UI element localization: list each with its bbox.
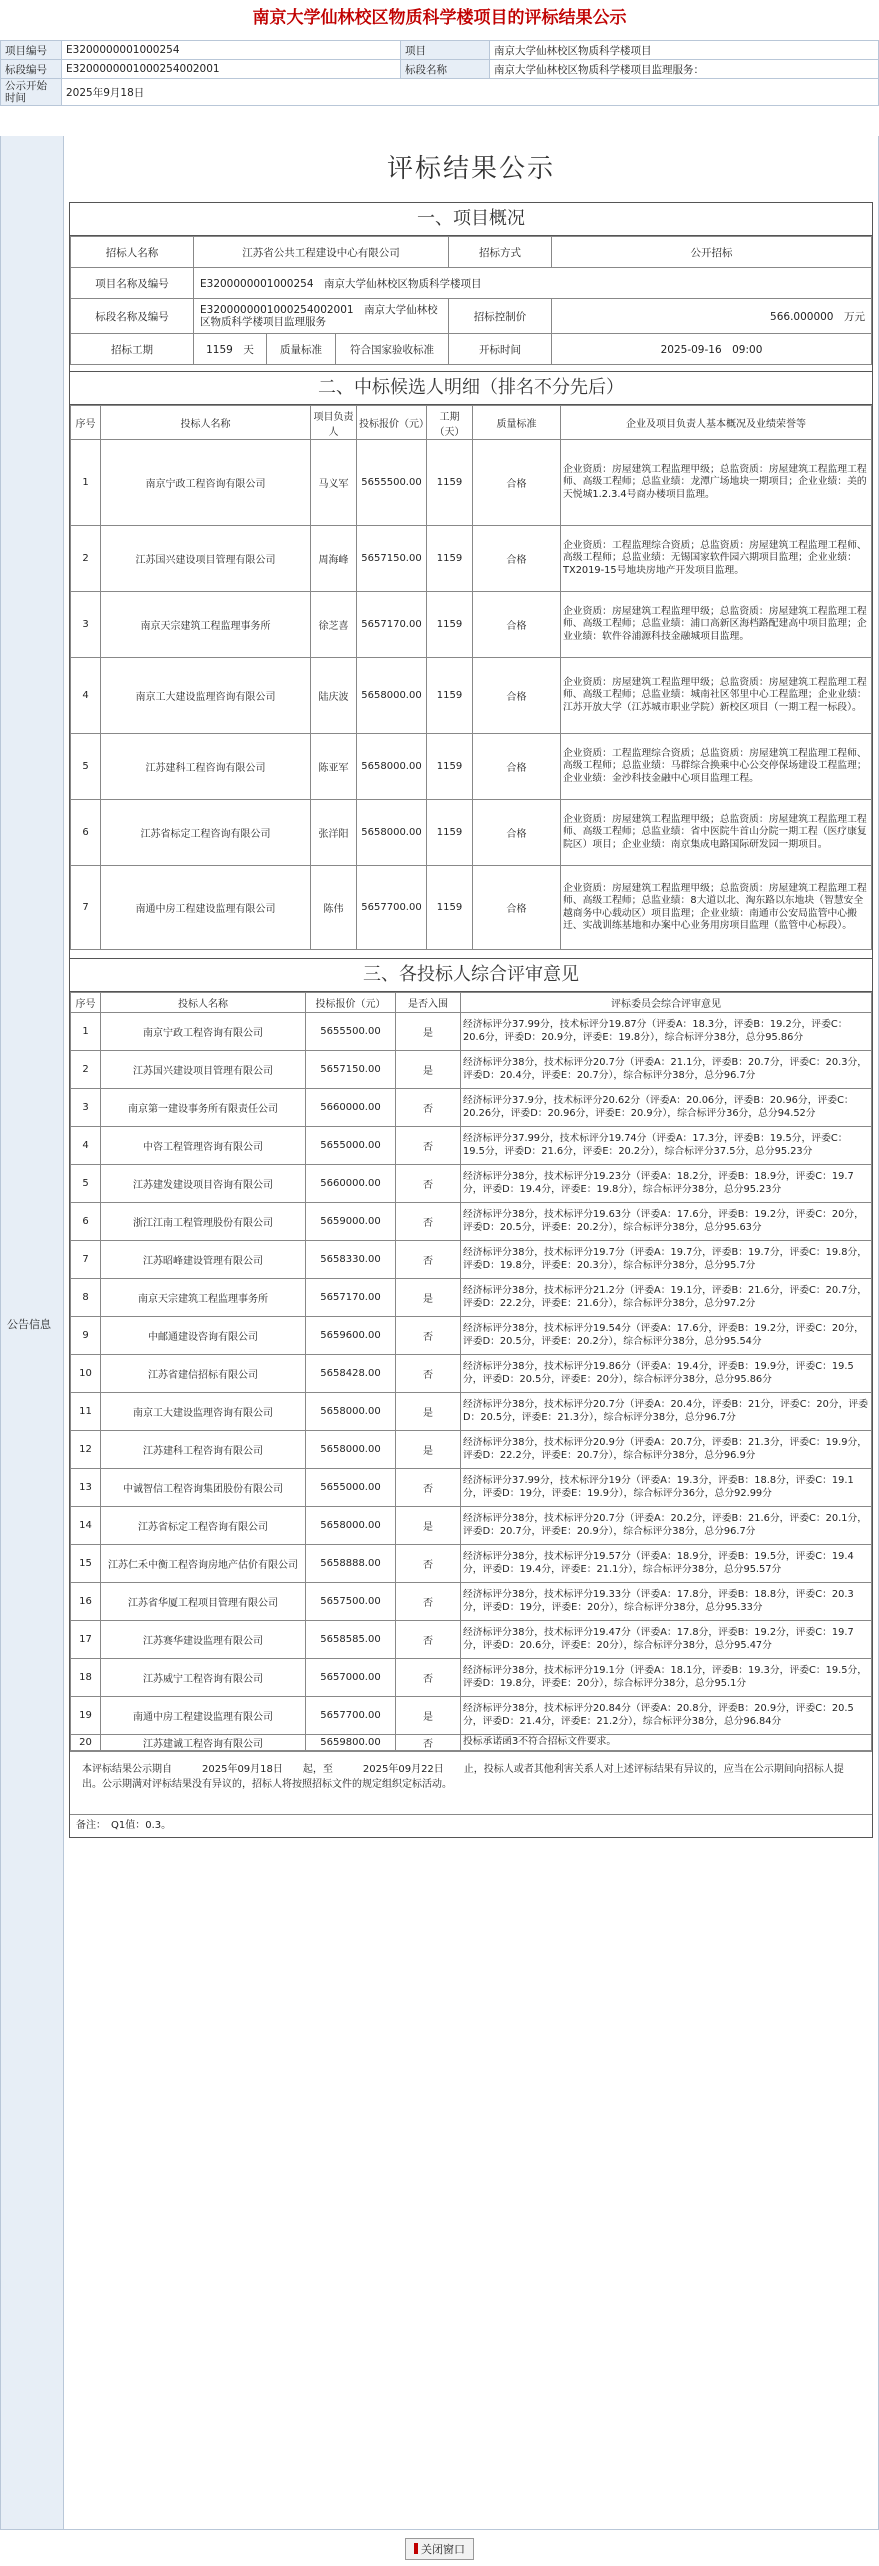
review-op: 经济标评分38分，技术标评分21.2分（评委A：19.1分，评委B：21.6分，评委C：20.7分，评委D：22.2分，评委E：21.6分），综合标评分38分，总分97.2分 xyxy=(461,1279,872,1317)
candidate-price: 5658000.00 xyxy=(357,658,427,734)
publicity-notice: 本评标结果公示期自 2025年09月18日 起，至 2025年09月22日 止，投标人或者其他利害关系人对上述评标结果有异议的，应当在公示期间向招标人提出。公示期满对评标结果没有异议的，招标人将按照招标文件的规定组织定标活动。 xyxy=(70,1751,872,1814)
candidate-row xyxy=(71,526,872,592)
candidate-name: 江苏国兴建设项目管理有限公司 xyxy=(101,526,311,592)
review-in: 否 xyxy=(396,1317,461,1355)
overview-cell: 566.000000 万元 xyxy=(552,299,872,334)
review-no: 11 xyxy=(71,1393,101,1431)
overview-cell: 质量标准 xyxy=(267,334,336,365)
review-in: 否 xyxy=(396,1469,461,1507)
candidate-no: 7 xyxy=(71,866,101,950)
review-in: 否 xyxy=(396,1203,461,1241)
candidate-name: 南京宁政工程咨询有限公司 xyxy=(101,440,311,526)
candidate-name: 南京天宗建筑工程监理事务所 xyxy=(101,592,311,658)
col-header: 评标委员会综合评审意见 xyxy=(461,993,872,1013)
review-price: 5658888.00 xyxy=(306,1545,396,1583)
review-op: 经济标评分37.99分，技术标评分19.87分（评委A：18.3分，评委B：19.2分，评委C：20.6分，评委D：20.9分，评委E：19.8分），综合标评分38分，总分95.86分 xyxy=(461,1013,872,1051)
candidate-price: 5657170.00 xyxy=(357,592,427,658)
review-no: 9 xyxy=(71,1317,101,1355)
candidate-price: 5658000.00 xyxy=(357,800,427,866)
review-in: 是 xyxy=(396,1051,461,1089)
candidate-q: 合格 xyxy=(473,734,561,800)
candidate-memo: 企业资质：房屋建筑工程监理甲级；总监资质：房屋建筑工程监理工程师、高级工程师；总监业绩：8大道以北、淘东路以东地块（智慧安全越商务中心载动区）项目监理；企业业绩：南通市公安局监管中心搬迁、实战训练基地和办案中心业务用房项目监理（监管中心标段）。 xyxy=(561,866,872,950)
project-no: E3200000001000254 xyxy=(62,41,401,60)
review-name: 南京天宗建筑工程监理事务所 xyxy=(101,1279,306,1317)
review-in: 是 xyxy=(396,1697,461,1735)
candidate-row xyxy=(71,800,872,866)
review-row xyxy=(71,1659,872,1697)
review-no: 14 xyxy=(71,1507,101,1545)
review-row xyxy=(71,1241,872,1279)
review-price: 5660000.00 xyxy=(306,1165,396,1203)
col-header: 序号 xyxy=(71,406,101,440)
publish-date: 2025年9月18日 xyxy=(62,79,879,106)
review-op: 经济标评分38分，技术标评分19.63分（评委A：17.6分，评委B：19.2分，评委C：20分，评委D：20.5分，评委E：20.2分），综合标评分38分，总分95.63分 xyxy=(461,1203,872,1241)
candidate-no: 4 xyxy=(71,658,101,734)
review-no: 5 xyxy=(71,1165,101,1203)
review-no: 8 xyxy=(71,1279,101,1317)
review-op: 经济标评分37.99分，技术标评分19分（评委A：19.3分，评委B：18.8分，评委C：19.1分，评委D：19分，评委E：19.9分），综合标评分36分，总分92.99分 xyxy=(461,1469,872,1507)
review-price: 5655000.00 xyxy=(306,1469,396,1507)
review-op: 投标承诺函3不符合招标文件要求。 xyxy=(461,1735,872,1751)
overview-table xyxy=(70,236,872,365)
candidate-row xyxy=(71,658,872,734)
review-rows xyxy=(71,1013,872,1751)
candidate-q: 合格 xyxy=(473,658,561,734)
review-name: 江苏省标定工程咨询有限公司 xyxy=(101,1507,306,1545)
review-op: 经济标评分38分，技术标评分19.7分（评委A：19.7分，评委B：19.7分，评委C：19.8分，评委D：19.8分，评委E：20.3分），综合标评分38分，总分95.7分 xyxy=(461,1241,872,1279)
overview-cell: 符合国家验收标准 xyxy=(336,334,449,365)
overview-cell: 项目名称及编号 xyxy=(71,268,194,299)
overview-cell: 招标人名称 xyxy=(71,237,194,268)
review-in: 否 xyxy=(396,1355,461,1393)
review-row xyxy=(71,1431,872,1469)
review-name: 南京工大建设监理咨询有限公司 xyxy=(101,1393,306,1431)
review-row xyxy=(71,1621,872,1659)
review-in: 是 xyxy=(396,1279,461,1317)
review-no: 19 xyxy=(71,1697,101,1735)
review-no: 2 xyxy=(71,1051,101,1089)
review-op: 经济标评分38分，技术标评分19.1分（评委A：18.1分，评委B：19.3分，评委C：19.5分，评委D：19.8分，评委E：20分），综合标评分38分，总分95.1分 xyxy=(461,1659,872,1697)
review-row xyxy=(71,1545,872,1583)
candidate-no: 1 xyxy=(71,440,101,526)
overview-cell: 江苏省公共工程建设中心有限公司 xyxy=(194,237,449,268)
section1-title: 一、项目概况 xyxy=(70,203,872,236)
col-header: 投标人名称 xyxy=(101,406,311,440)
review-row xyxy=(71,1469,872,1507)
candidate-lead: 陈亚军 xyxy=(311,734,357,800)
review-row xyxy=(71,1013,872,1051)
overview-cell: 公开招标 xyxy=(552,237,872,268)
review-in: 否 xyxy=(396,1659,461,1697)
review-op: 经济标评分38分，技术标评分20.7分（评委A：20.4分，评委B：21分，评委C：20分，评委D：20.5分，评委E：21.3分），综合标评分38分，总分96.7分 xyxy=(461,1393,872,1431)
candidate-name: 江苏建科工程咨询有限公司 xyxy=(101,734,311,800)
overview-cell: E3200000001000254002001 南京大学仙林校区物质科学楼项目监理服务 xyxy=(194,299,449,334)
review-in: 否 xyxy=(396,1545,461,1583)
review-in: 否 xyxy=(396,1165,461,1203)
review-name: 江苏省建信招标有限公司 xyxy=(101,1355,306,1393)
review-in: 否 xyxy=(396,1621,461,1659)
review-price: 5659000.00 xyxy=(306,1203,396,1241)
col-header: 项目负责人 xyxy=(311,406,357,440)
review-name: 南通中房工程建设监理有限公司 xyxy=(101,1697,306,1735)
col-header: 投标报价（元） xyxy=(306,993,396,1013)
overview-cell: 招标工期 xyxy=(71,334,194,365)
review-row xyxy=(71,1165,872,1203)
review-price: 5658330.00 xyxy=(306,1241,396,1279)
candidate-price: 5657700.00 xyxy=(357,866,427,950)
review-op: 经济标评分38分，技术标评分19.47分（评委A：17.8分，评委B：19.2分，评委C：19.7分，评委D：20.6分，评委E：20分），综合标评分38分，总分95.47分 xyxy=(461,1621,872,1659)
review-price: 5659600.00 xyxy=(306,1317,396,1355)
review-price: 5655000.00 xyxy=(306,1127,396,1165)
project-meta-table xyxy=(0,40,879,106)
review-row xyxy=(71,1355,872,1393)
review-table xyxy=(70,992,872,1751)
col-header: 投标人名称 xyxy=(101,993,306,1013)
project-label: 项目 xyxy=(401,41,490,60)
candidate-days: 1159 xyxy=(427,658,473,734)
review-name: 江苏建发建设项目咨询有限公司 xyxy=(101,1165,306,1203)
candidate-table xyxy=(70,405,872,950)
page-title: 南京大学仙林校区物质科学楼项目的评标结果公示 xyxy=(252,8,627,28)
remark: 备注： Q1值：0.3。 xyxy=(70,1814,872,1837)
review-name: 江苏赛华建设监理有限公司 xyxy=(101,1621,306,1659)
review-name: 江苏昭峰建设管理有限公司 xyxy=(101,1241,306,1279)
review-price: 5657150.00 xyxy=(306,1051,396,1089)
review-name: 江苏仁禾中衡工程咨询房地产估价有限公司 xyxy=(101,1545,306,1583)
candidate-lead: 陈伟 xyxy=(311,866,357,950)
review-name: 江苏建科工程咨询有限公司 xyxy=(101,1431,306,1469)
review-op: 经济标评分38分，技术标评分20.84分（评委A：20.8分，评委B：20.9分，评委C：20.5分，评委D：21.4分，评委E：21.2分），综合标评分38分，总分96.84分 xyxy=(461,1697,872,1735)
section-label: 标段名称 xyxy=(401,60,490,79)
candidate-price: 5657150.00 xyxy=(357,526,427,592)
review-name: 中诚智信工程咨询集团股份有限公司 xyxy=(101,1469,306,1507)
review-no: 17 xyxy=(71,1621,101,1659)
review-no: 3 xyxy=(71,1089,101,1127)
review-name: 江苏省华厦工程项目管理有限公司 xyxy=(101,1583,306,1621)
review-no: 6 xyxy=(71,1203,101,1241)
candidate-memo: 企业资质：房屋建筑工程监理甲级；总监资质：房屋建筑工程监理工程师、高级工程师；总监业绩：浦口高新区海档路配建高中项目监理；企业业绩：软件谷浦源科技金融城项目监理。 xyxy=(561,592,872,658)
review-name: 江苏国兴建设项目管理有限公司 xyxy=(101,1051,306,1089)
review-op: 经济标评分38分，技术标评分19.33分（评委A：17.8分，评委B：18.8分，评委C：20.3分，评委D：19分，评委E：20分），综合标评分38分，总分95.33分 xyxy=(461,1583,872,1621)
notice-info-label-cell xyxy=(1,136,64,2529)
overview-cell: 标段名称及编号 xyxy=(71,299,194,334)
review-no: 7 xyxy=(71,1241,101,1279)
close-window-label: 关闭窗口 xyxy=(421,2543,465,2556)
candidate-lead: 马义军 xyxy=(311,440,357,526)
review-price: 5658585.00 xyxy=(306,1621,396,1659)
review-in: 否 xyxy=(396,1127,461,1165)
col-header: 投标报价（元） xyxy=(357,406,427,440)
candidate-memo: 企业资质：房屋建筑工程监理甲级；总监资质：房屋建筑工程监理工程师、高级工程师；总监业绩：龙潭广场地块一期项目；企业业绩：美的天悦城1.2.3.4号商办楼项目监理。 xyxy=(561,440,872,526)
overview-cell: 2025-09-16 09:00 xyxy=(552,334,872,365)
candidate-q: 合格 xyxy=(473,800,561,866)
review-price: 5658428.00 xyxy=(306,1355,396,1393)
review-row xyxy=(71,1735,872,1751)
review-op: 经济标评分38分，技术标评分20.9分（评委A：20.7分，评委B：21.3分，评委C：19.9分，评委D：22.2分，评委E：20.7分），综合标评分38分，总分96.9分 xyxy=(461,1431,872,1469)
candidate-row xyxy=(71,592,872,658)
close-icon xyxy=(414,2543,418,2554)
review-name: 江苏建诚工程咨询有限公司 xyxy=(101,1735,306,1751)
section-name: 南京大学仙林校区物质科学楼项目监理服务： xyxy=(490,60,879,79)
candidate-lead: 徐芝喜 xyxy=(311,592,357,658)
candidate-lead: 陆庆波 xyxy=(311,658,357,734)
review-row xyxy=(71,1089,872,1127)
review-no: 10 xyxy=(71,1355,101,1393)
result-title: 评标结果公示 xyxy=(386,154,555,184)
review-no: 1 xyxy=(71,1013,101,1051)
overview-cell: 开标时间 xyxy=(449,334,552,365)
candidate-memo: 企业资质：房屋建筑工程监理甲级；总监资质：房屋建筑工程监理工程师、高级工程师；总监业绩：省中医院牛首山分院一期工程（医疗康复院区）项目；企业业绩：南京集成电路国际研发园一期项目。 xyxy=(561,800,872,866)
review-price: 5657170.00 xyxy=(306,1279,396,1317)
overview-cell: 招标控制价 xyxy=(449,299,552,334)
candidate-price: 5658000.00 xyxy=(357,734,427,800)
section-no: E3200000001000254002001 xyxy=(62,60,401,79)
candidate-days: 1159 xyxy=(427,592,473,658)
review-row xyxy=(71,1697,872,1735)
candidate-no: 6 xyxy=(71,800,101,866)
notice-content xyxy=(67,136,875,1838)
review-in: 否 xyxy=(396,1241,461,1279)
review-row xyxy=(71,1507,872,1545)
candidate-days: 1159 xyxy=(427,800,473,866)
candidate-memo: 企业资质：工程监理综合资质；总监资质：房屋建筑工程监理工程师、高级工程师；总监业绩：无锡国家软件园六期项目监理；企业业绩：TX2019-15号地块房地产开发项目监理。 xyxy=(561,526,872,592)
review-row xyxy=(71,1203,872,1241)
review-no: 16 xyxy=(71,1583,101,1621)
candidate-name: 江苏省标定工程咨询有限公司 xyxy=(101,800,311,866)
review-row xyxy=(71,1279,872,1317)
candidate-no: 3 xyxy=(71,592,101,658)
review-price: 5657700.00 xyxy=(306,1697,396,1735)
candidate-memo: 企业资质：房屋建筑工程监理甲级；总监资质：房屋建筑工程监理工程师、高级工程师；总监业绩：城南社区邻里中心工程监理；企业业绩：江苏开放大学（江苏城市职业学院）新校区项目（一期工程一标段）。 xyxy=(561,658,872,734)
candidate-lead: 周海峰 xyxy=(311,526,357,592)
review-in: 是 xyxy=(396,1507,461,1545)
review-op: 经济标评分38分，技术标评分19.54分（评委A：17.6分，评委B：19.2分，评委C：20分，评委D：20.5分，评委E：20.2分），综合标评分38分，总分95.54分 xyxy=(461,1317,872,1355)
close-bar xyxy=(0,2538,879,2560)
review-in: 否 xyxy=(396,1089,461,1127)
publish-label: 公示开始时间 xyxy=(1,79,62,106)
candidate-no: 2 xyxy=(71,526,101,592)
review-price: 5655500.00 xyxy=(306,1013,396,1051)
candidate-no: 5 xyxy=(71,734,101,800)
review-price: 5657500.00 xyxy=(306,1583,396,1621)
review-in: 是 xyxy=(396,1013,461,1051)
result-frame xyxy=(69,202,873,1838)
review-name: 中邮通建设咨询有限公司 xyxy=(101,1317,306,1355)
col-header: 企业及项目负责人基本概况及业绩荣誉等 xyxy=(561,406,872,440)
review-no: 12 xyxy=(71,1431,101,1469)
candidate-q: 合格 xyxy=(473,866,561,950)
candidate-q: 合格 xyxy=(473,440,561,526)
candidate-days: 1159 xyxy=(427,734,473,800)
review-op: 经济标评分37.9分，技术标评分20.62分（评委A：20.06分，评委B：20.96分，评委C：20.26分，评委D：20.96分，评委E：20.9分），综合标评分36分，总分94.52分 xyxy=(461,1089,872,1127)
review-name: 中咨工程管理咨询有限公司 xyxy=(101,1127,306,1165)
candidate-memo: 企业资质：工程监理综合资质；总监资质：房屋建筑工程监理工程师、高级工程师；总监业绩：马群综合换乘中心公交停保场建设工程监理；企业业绩：金沙科技金融中心项目监理工程。 xyxy=(561,734,872,800)
review-name: 江苏威宁工程咨询有限公司 xyxy=(101,1659,306,1697)
section3-title: 三、各投标人综合评审意见 xyxy=(70,958,872,992)
review-price: 5658000.00 xyxy=(306,1393,396,1431)
col-header: 序号 xyxy=(71,993,101,1013)
project-name: 南京大学仙林校区物质科学楼项目 xyxy=(490,41,879,60)
review-in: 否 xyxy=(396,1583,461,1621)
review-op: 经济标评分38分，技术标评分20.7分（评委A：21.1分，评委B：20.7分，评委C：20.3分，评委D：20.4分，评委E：20.7分），综合标评分38分，总分96.7分 xyxy=(461,1051,872,1089)
candidate-days: 1159 xyxy=(427,526,473,592)
candidate-rows xyxy=(71,440,872,950)
review-op: 经济标评分38分，技术标评分19.86分（评委A：19.4分，评委B：19.9分，评委C：19.5分，评委D：20.5分，评委E：20分），综合标评分38分，总分95.86分 xyxy=(461,1355,872,1393)
review-op: 经济标评分38分，技术标评分20.7分（评委A：20.2分，评委B：21.6分，评委C：20.1分，评委D：20.7分，评委E：20.9分），综合标评分38分，总分96.7分 xyxy=(461,1507,872,1545)
review-no: 13 xyxy=(71,1469,101,1507)
review-row xyxy=(71,1583,872,1621)
review-no: 20 xyxy=(71,1735,101,1751)
review-row xyxy=(71,1317,872,1355)
review-row xyxy=(71,1393,872,1431)
review-name: 浙江江南工程管理股份有限公司 xyxy=(101,1203,306,1241)
candidate-name: 南通中房工程建设监理有限公司 xyxy=(101,866,311,950)
candidate-days: 1159 xyxy=(427,866,473,950)
col-header: 是否入围 xyxy=(396,993,461,1013)
review-price: 5658000.00 xyxy=(306,1507,396,1545)
review-name: 南京第一建设事务所有限责任公司 xyxy=(101,1089,306,1127)
review-row xyxy=(71,1127,872,1165)
section-no-label: 标段编号 xyxy=(1,60,62,79)
candidate-row xyxy=(71,440,872,526)
notice-info-label: 公告信息 xyxy=(7,1318,51,1331)
review-op: 经济标评分38分，技术标评分19.23分（评委A：18.2分，评委B：18.9分，评委C：19.7分，评委D：19.4分，评委E：19.8分），综合标评分38分，总分95.23分 xyxy=(461,1165,872,1203)
review-no: 18 xyxy=(71,1659,101,1697)
section2-title: 二、中标候选人明细（排名不分先后） xyxy=(70,371,872,405)
review-op: 经济标评分37.99分，技术标评分19.74分（评委A：17.3分，评委B：19.5分，评委C：19.5分，评委D：21.6分，评委E：20.2分），综合标评分37.5分，总分95.23分 xyxy=(461,1127,872,1165)
candidate-days: 1159 xyxy=(427,440,473,526)
review-price: 5658000.00 xyxy=(306,1431,396,1469)
col-header: 质量标准 xyxy=(473,406,561,440)
review-no: 4 xyxy=(71,1127,101,1165)
candidate-lead: 张洋阳 xyxy=(311,800,357,866)
review-op: 经济标评分38分，技术标评分19.57分（评委A：18.9分，评委B：19.5分，评委C：19.4分，评委D：19.4分，评委E：21.1分），综合标评分38分，总分95.57分 xyxy=(461,1545,872,1583)
review-price: 5659800.00 xyxy=(306,1735,396,1751)
review-in: 是 xyxy=(396,1393,461,1431)
review-price: 5660000.00 xyxy=(306,1089,396,1127)
review-price: 5657000.00 xyxy=(306,1659,396,1697)
close-window-button[interactable] xyxy=(405,2538,474,2560)
project-no-label: 项目编号 xyxy=(1,41,62,60)
col-header: 工期（天） xyxy=(427,406,473,440)
overview-cell: E3200000001000254 南京大学仙林校区物质科学楼项目 xyxy=(194,268,872,299)
overview-cell: 1159 天 xyxy=(194,334,267,365)
candidate-price: 5655500.00 xyxy=(357,440,427,526)
candidate-name: 南京工大建设监理咨询有限公司 xyxy=(101,658,311,734)
review-in: 否 xyxy=(396,1735,461,1751)
review-row xyxy=(71,1051,872,1089)
candidate-q: 合格 xyxy=(473,592,561,658)
candidate-row xyxy=(71,866,872,950)
overview-cell: 招标方式 xyxy=(449,237,552,268)
review-name: 南京宁政工程咨询有限公司 xyxy=(101,1013,306,1051)
candidate-row xyxy=(71,734,872,800)
review-in: 是 xyxy=(396,1431,461,1469)
candidate-q: 合格 xyxy=(473,526,561,592)
review-no: 15 xyxy=(71,1545,101,1583)
